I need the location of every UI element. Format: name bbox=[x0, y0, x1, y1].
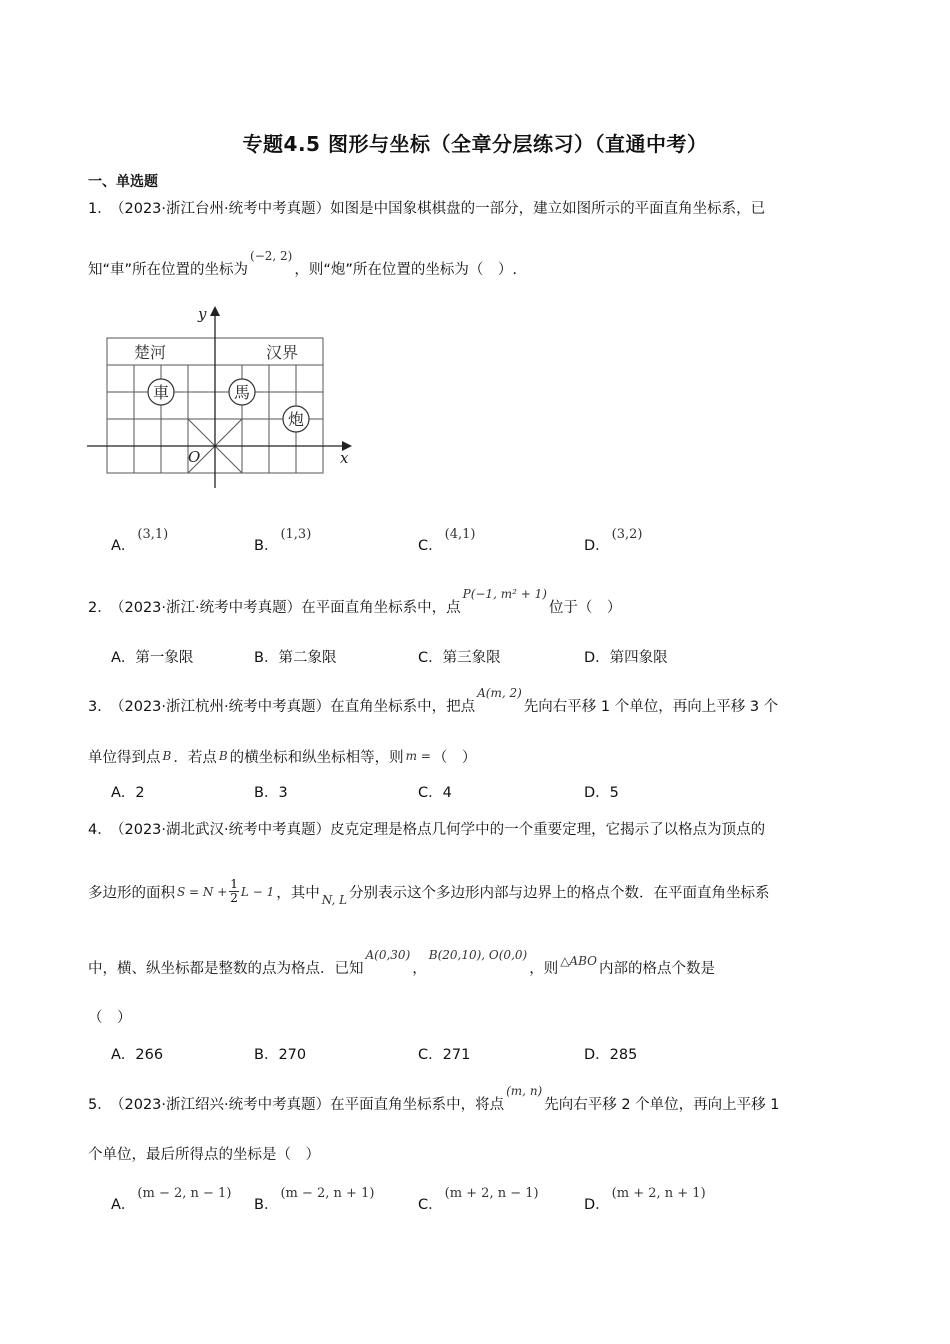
q1-line1 bbox=[88, 197, 765, 218]
q1-option-c[interactable]: C．(4,1) bbox=[418, 527, 476, 554]
q2-option-c[interactable]: C．第三象限 bbox=[418, 650, 501, 666]
q3-text-2a: 单位得到点 bbox=[88, 750, 161, 766]
q5-option-d[interactable]: D．(m + 2, n + 1) bbox=[584, 1186, 706, 1213]
y-axis-label: y bbox=[198, 305, 207, 323]
q4-text-3a: 中，横、纵坐标都是整数的点为格点．已知 bbox=[88, 961, 364, 977]
q4-option-d[interactable]: D．285 bbox=[584, 1047, 638, 1063]
q4-text-2a: 多边形的面积 bbox=[88, 885, 175, 902]
page-title: 专题4.5 图形与坐标（全章分层练习）（直通中考） bbox=[242, 132, 708, 156]
section-heading: 一、单选题 bbox=[88, 174, 158, 190]
q5-number: 5． bbox=[88, 1097, 112, 1113]
q4-line2 bbox=[88, 877, 770, 907]
q4-number: 4． bbox=[88, 822, 112, 838]
q3-text-b: 先向右平移 1 个单位，再向上平移 3 个 bbox=[523, 699, 779, 715]
q5-text-a: （2023·浙江绍兴·统考中考真题）在平面直角坐标系中，将点 bbox=[110, 1097, 505, 1113]
q1-text: （2023·浙江台州·统考中考真题）如图是中国象棋棋盘的一部分，建立如图所示的平面直角坐标系，已 bbox=[110, 201, 766, 217]
q3-option-a[interactable]: A．2 bbox=[111, 785, 145, 801]
q5-line2: 个单位，最后所得点的坐标是（ ） bbox=[88, 1147, 320, 1163]
q4-text-2b: ，其中 bbox=[276, 885, 320, 902]
q4-formula-right: L − 1 bbox=[240, 884, 275, 899]
q2-number: 2． bbox=[88, 600, 112, 616]
x-axis-label: x bbox=[340, 449, 349, 467]
q4-frac-den: 2 bbox=[230, 891, 238, 905]
q2-option-b[interactable]: B．第二象限 bbox=[254, 650, 337, 666]
q3-text-2b: ．若点 bbox=[173, 750, 217, 766]
q4-fraction bbox=[229, 878, 239, 905]
q5-option-c[interactable]: C．(m + 2, n − 1) bbox=[418, 1186, 539, 1213]
q4-option-c[interactable]: C．271 bbox=[418, 1047, 471, 1063]
q4-option-a[interactable]: A．266 bbox=[111, 1047, 164, 1063]
q5-math-point: (m, n) bbox=[506, 1084, 543, 1098]
q5-option-a[interactable]: A．(m − 2, n − 1) bbox=[111, 1186, 232, 1213]
q2-line1 bbox=[88, 587, 622, 617]
q3-option-c[interactable]: C．4 bbox=[418, 785, 452, 801]
q4-math-nl: N, L bbox=[321, 892, 348, 907]
q3-math-a: A(m, 2) bbox=[477, 686, 522, 700]
q4-comma: ， bbox=[412, 961, 427, 977]
q1-option-d[interactable]: D．(3,2) bbox=[584, 527, 643, 554]
q3-math-b1: B bbox=[162, 749, 172, 763]
q4-math-bo: B(20,10), O(0,0) bbox=[428, 948, 528, 962]
q3-text-2d: （ ） bbox=[432, 750, 477, 766]
q1-text-2b: ，则“炮”所在位置的坐标为（ ）. bbox=[294, 262, 517, 278]
q1-text-2a: 知“車”所在位置的坐标为 bbox=[88, 262, 249, 278]
q4-option-b[interactable]: B．270 bbox=[254, 1047, 307, 1063]
q4-text-3b: ，则 bbox=[529, 961, 559, 977]
q1-line2 bbox=[88, 249, 517, 279]
q4-text-3c: 内部的格点个数是 bbox=[598, 961, 715, 977]
chess-figure bbox=[82, 300, 362, 495]
q4-line1 bbox=[88, 818, 765, 839]
piece-pao: 炮 bbox=[287, 410, 305, 429]
q2-option-a[interactable]: A．第一象限 bbox=[111, 650, 194, 666]
q1-option-a[interactable]: A．(3,1) bbox=[111, 527, 169, 554]
q5-text-b: 先向右平移 2 个单位，再向上平移 1 bbox=[544, 1097, 780, 1113]
river-right-label: 汉界 bbox=[266, 343, 299, 362]
q3-option-d[interactable]: D．5 bbox=[584, 785, 619, 801]
q3-line1 bbox=[88, 686, 779, 716]
q2-option-d[interactable]: D．第四象限 bbox=[584, 650, 668, 666]
piece-che: 車 bbox=[152, 383, 170, 402]
q3-option-b[interactable]: B．3 bbox=[254, 785, 288, 801]
q1-math-che: (−2, 2) bbox=[250, 249, 293, 263]
q4-line3 bbox=[88, 948, 715, 978]
q4-text-1: （2023·湖北武汉·统考中考真题）皮克定理是格点几何学中的一个重要定理，它揭示了以格点为顶点的 bbox=[110, 822, 766, 838]
q3-math-m: m = bbox=[405, 749, 431, 763]
q1-number: 1． bbox=[88, 201, 112, 217]
q2-text-a: （2023·浙江·统考中考真题）在平面直角坐标系中，点 bbox=[110, 600, 461, 616]
q3-line2 bbox=[88, 746, 476, 767]
q5-line1 bbox=[88, 1084, 780, 1114]
q2-text-b: 位于（ ） bbox=[548, 600, 622, 616]
q3-math-b2: B bbox=[218, 749, 228, 763]
piece-ma: 馬 bbox=[233, 383, 251, 402]
origin-label: O bbox=[188, 448, 201, 466]
q3-text-a: （2023·浙江杭州·统考中考真题）在直角坐标系中，把点 bbox=[110, 699, 476, 715]
q4-text-2c: 分别表示这个多边形内部与边界上的格点个数．在平面直角坐标系 bbox=[349, 885, 770, 902]
q4-frac-num: 1 bbox=[230, 877, 238, 891]
q3-text-2c: 的横坐标和纵坐标相等，则 bbox=[229, 750, 404, 766]
q4-line4: （ ） bbox=[88, 1010, 132, 1026]
q4-math-a: A(0,30) bbox=[365, 948, 411, 962]
q1-option-b[interactable]: B．(1,3) bbox=[254, 527, 312, 554]
q4-math-triangle: △ABO bbox=[560, 954, 597, 968]
q5-option-b[interactable]: B．(m − 2, n + 1) bbox=[254, 1186, 375, 1213]
q2-math-point: P(−1, m² + 1) bbox=[462, 587, 547, 601]
q4-formula-left: S = N + bbox=[177, 884, 228, 899]
river-left-label: 楚河 bbox=[134, 343, 167, 362]
q3-number: 3． bbox=[88, 699, 112, 715]
